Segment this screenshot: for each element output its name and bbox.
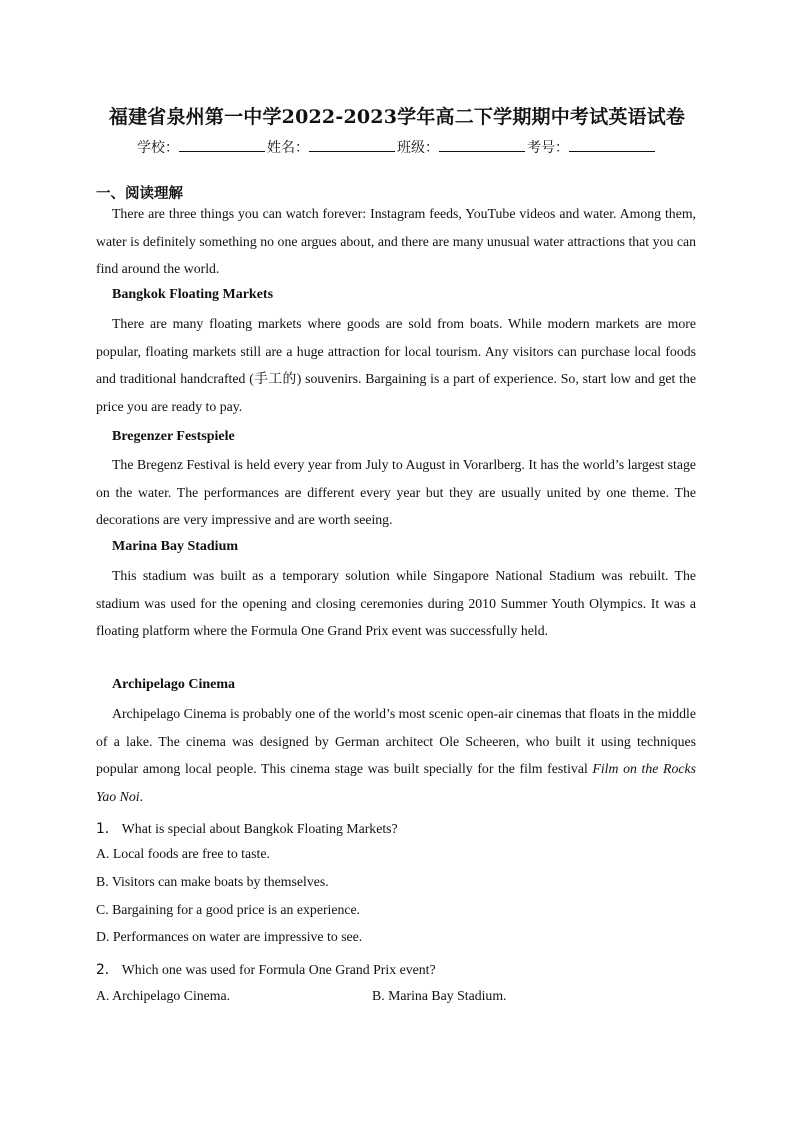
question-option[interactable]: B. Marina Bay Stadium. bbox=[372, 988, 507, 1003]
school-label: 学校： bbox=[137, 140, 179, 156]
school-blank[interactable] bbox=[179, 139, 265, 152]
passage-paragraph: This stadium was built as a temporary solution while Singapore National Stadium was rebuilt. The stadium was used for the opening and closing ceremonies during 2010 Summer Youth Olympics. It was a floating platform where the Formula One Grand Prix event was successfully held. bbox=[96, 568, 696, 639]
film-festival-name: Film on the Rocks Yao Noi bbox=[96, 761, 696, 804]
question-option[interactable]: A. Archipelago Cinema. bbox=[96, 988, 231, 1003]
name-label: 姓名： bbox=[267, 140, 309, 156]
passage-paragraph: There are many floating markets where goods are sold from boats. While modern markets are more popular, floating markets still are a huge attraction for local tourism. Any visitors can purchase local foods and traditional handcrafted (手工的) souvenirs. Bargaining is a part of experience. So, start low and get the price you are ready to pay. bbox=[96, 316, 696, 414]
question-number: 1． bbox=[96, 821, 119, 837]
page-title: 福建省泉州第一中学2022-2023学年高二下学期期中考试英语试卷 bbox=[108, 106, 686, 128]
question-option[interactable]: B. Visitors can make boats by themselves. bbox=[96, 874, 329, 889]
intro-paragraph: There are three things you can watch forever: Instagram feeds, YouTube videos and water. Among them, water is definitely something no one argues about, and there are many unusual water attractions that you can find around the world. bbox=[96, 206, 696, 277]
passage-text: Archipelago Cinema is probably one of the world’s most scenic open-air cinemas that floats in the middle of a lake. The cinema was designed by German architect Ole Scheeren, who built it using techniques popular among local people. This cinema stage was built specially for the film festival bbox=[96, 706, 696, 777]
passage-paragraph: The Bregenz Festival is held every year from July to August in Vorarlberg. It has the world’s largest stage on the water. The performances are different every year but they are usually united by one theme. The decorations are very impressive and are worth seeing. bbox=[96, 457, 696, 528]
class-blank[interactable] bbox=[439, 139, 525, 152]
question-text: What is special about Bangkok Floating Markets? bbox=[121, 821, 398, 836]
question-1 bbox=[96, 817, 398, 837]
passage-paragraph bbox=[96, 700, 696, 810]
name-blank[interactable] bbox=[309, 139, 395, 152]
student-info-line bbox=[0, 137, 794, 157]
question-text: Which one was used for Formula One Grand Prix event? bbox=[121, 962, 436, 977]
question-2 bbox=[96, 958, 436, 978]
number-label: 考号： bbox=[527, 140, 569, 156]
passage-text-end: . bbox=[139, 788, 144, 804]
question-number: 2． bbox=[96, 962, 119, 978]
passage-heading: Archipelago Cinema bbox=[112, 677, 236, 692]
number-blank[interactable] bbox=[569, 139, 655, 152]
section-title: 一、阅读理解 bbox=[96, 186, 183, 202]
question-option[interactable]: D. Performances on water are impressive to see. bbox=[96, 929, 363, 944]
class-label: 班级： bbox=[397, 140, 439, 156]
question-option[interactable]: A. Local foods are free to taste. bbox=[96, 846, 270, 861]
passage-heading: Marina Bay Stadium bbox=[112, 539, 239, 554]
passage-heading: Bangkok Floating Markets bbox=[112, 287, 274, 302]
passage-heading: Bregenzer Festspiele bbox=[112, 429, 235, 444]
question-option[interactable]: C. Bargaining for a good price is an experience. bbox=[96, 902, 361, 917]
